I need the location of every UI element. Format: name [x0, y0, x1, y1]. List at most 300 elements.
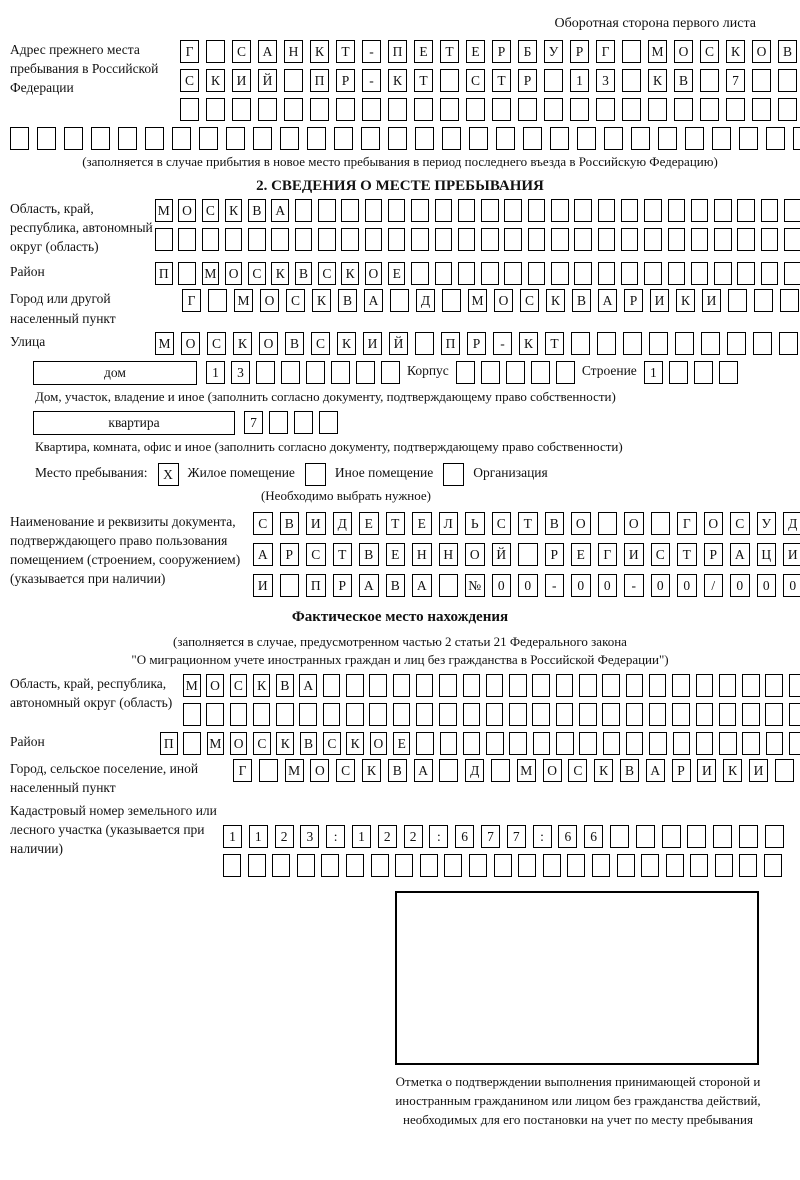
char-box[interactable]: Е [386, 543, 406, 566]
char-box[interactable]: К [362, 759, 381, 782]
char-box[interactable]: А [646, 759, 665, 782]
char-box[interactable] [754, 289, 773, 312]
char-box[interactable] [687, 825, 706, 848]
char-box[interactable]: В [388, 759, 407, 782]
char-box[interactable] [369, 674, 387, 697]
char-box[interactable]: Т [518, 512, 538, 535]
char-box[interactable]: О [365, 262, 383, 285]
char-box[interactable] [356, 361, 375, 384]
char-box[interactable]: С [520, 289, 539, 312]
char-box[interactable]: Е [414, 40, 433, 63]
char-box[interactable]: К [276, 732, 294, 755]
char-box[interactable] [662, 825, 681, 848]
char-box[interactable] [761, 262, 779, 285]
char-box[interactable]: Р [336, 69, 355, 92]
char-box[interactable] [388, 98, 407, 121]
char-box[interactable] [528, 262, 546, 285]
char-box[interactable]: И [253, 574, 273, 597]
char-box[interactable] [719, 361, 738, 384]
char-box[interactable] [793, 127, 800, 150]
char-box[interactable]: Р [280, 543, 300, 566]
char-box[interactable]: Р [492, 40, 511, 63]
char-box[interactable] [439, 574, 459, 597]
char-box[interactable]: Г [598, 543, 618, 566]
char-box[interactable] [509, 674, 527, 697]
char-box[interactable] [492, 98, 511, 121]
char-box[interactable] [183, 732, 201, 755]
char-box[interactable]: О [494, 289, 513, 312]
char-box[interactable]: С [651, 543, 671, 566]
char-box[interactable] [602, 674, 620, 697]
char-box[interactable]: С [248, 262, 266, 285]
char-box[interactable] [713, 825, 732, 848]
char-box[interactable]: 1 [570, 69, 589, 92]
char-box[interactable] [533, 732, 551, 755]
char-box[interactable]: М [155, 332, 174, 355]
char-box[interactable] [411, 228, 429, 251]
char-box[interactable]: С [207, 332, 226, 355]
char-box[interactable] [118, 127, 137, 150]
char-box[interactable] [739, 127, 758, 150]
char-box[interactable] [365, 199, 383, 222]
char-box[interactable] [739, 854, 757, 877]
char-box[interactable] [737, 199, 755, 222]
char-box[interactable] [700, 98, 719, 121]
char-box[interactable] [91, 127, 110, 150]
char-box[interactable] [371, 854, 389, 877]
char-box[interactable]: Д [333, 512, 353, 535]
char-box[interactable] [551, 199, 569, 222]
char-box[interactable]: 0 [518, 574, 538, 597]
char-box[interactable]: С [336, 759, 355, 782]
char-box[interactable]: С [730, 512, 750, 535]
char-box[interactable] [223, 854, 241, 877]
char-box[interactable] [390, 289, 409, 312]
char-box[interactable] [259, 759, 278, 782]
char-box[interactable] [145, 127, 164, 150]
char-box[interactable]: Е [466, 40, 485, 63]
char-box[interactable]: 0 [677, 574, 697, 597]
char-box[interactable] [696, 732, 714, 755]
char-box[interactable]: М [517, 759, 536, 782]
char-box[interactable]: / [704, 574, 724, 597]
char-box[interactable]: Е [388, 262, 406, 285]
char-box[interactable] [574, 262, 592, 285]
char-box[interactable] [336, 98, 355, 121]
char-box[interactable]: С [492, 512, 512, 535]
char-box[interactable] [780, 289, 799, 312]
char-box[interactable] [271, 228, 289, 251]
char-box[interactable] [435, 199, 453, 222]
char-box[interactable] [666, 854, 684, 877]
char-box[interactable]: С [202, 199, 220, 222]
char-box[interactable]: П [306, 574, 326, 597]
char-box[interactable] [672, 703, 690, 726]
char-box[interactable]: 7 [507, 825, 526, 848]
char-box[interactable]: В [285, 332, 304, 355]
char-box[interactable] [486, 732, 504, 755]
char-box[interactable]: Д [416, 289, 435, 312]
char-box[interactable]: Й [258, 69, 277, 92]
char-box[interactable]: О [674, 40, 693, 63]
char-box[interactable] [617, 854, 635, 877]
char-box[interactable] [388, 228, 406, 251]
char-box[interactable]: Е [412, 512, 432, 535]
char-box[interactable]: Ц [757, 543, 777, 566]
char-box[interactable] [466, 98, 485, 121]
char-box[interactable] [596, 98, 615, 121]
char-box[interactable] [598, 199, 616, 222]
char-box[interactable] [346, 703, 364, 726]
char-box[interactable]: Р [624, 289, 643, 312]
char-box[interactable] [297, 854, 315, 877]
char-box[interactable]: Д [783, 512, 800, 535]
char-box[interactable]: Т [414, 69, 433, 92]
char-box[interactable] [531, 361, 550, 384]
char-box[interactable]: 2 [275, 825, 294, 848]
char-box[interactable] [323, 674, 341, 697]
char-box[interactable]: Н [439, 543, 459, 566]
char-box[interactable] [504, 262, 522, 285]
char-box[interactable]: Е [393, 732, 411, 755]
char-box[interactable] [440, 732, 458, 755]
char-box[interactable] [779, 332, 798, 355]
char-box[interactable] [443, 463, 464, 486]
char-box[interactable]: А [271, 199, 289, 222]
char-box[interactable] [155, 228, 173, 251]
char-box[interactable]: 0 [757, 574, 777, 597]
char-box[interactable]: Т [492, 69, 511, 92]
char-box[interactable]: И [650, 289, 669, 312]
char-box[interactable] [183, 703, 201, 726]
char-box[interactable] [395, 854, 413, 877]
char-box[interactable]: С [466, 69, 485, 92]
char-box[interactable]: С [230, 674, 248, 697]
char-box[interactable] [481, 361, 500, 384]
char-box[interactable]: Й [492, 543, 512, 566]
char-box[interactable] [346, 854, 364, 877]
char-box[interactable] [778, 98, 797, 121]
char-box[interactable] [784, 262, 800, 285]
char-box[interactable]: 7 [481, 825, 500, 848]
char-box[interactable]: О [260, 289, 279, 312]
char-box[interactable] [518, 98, 537, 121]
char-box[interactable]: В [572, 289, 591, 312]
char-box[interactable]: И [749, 759, 768, 782]
char-box[interactable]: О [259, 332, 278, 355]
char-box[interactable]: С [253, 732, 271, 755]
char-box[interactable]: М [285, 759, 304, 782]
char-box[interactable] [570, 98, 589, 121]
char-box[interactable] [248, 228, 266, 251]
char-box[interactable] [766, 732, 784, 755]
char-box[interactable] [737, 262, 755, 285]
char-box[interactable] [10, 127, 29, 150]
char-box[interactable] [672, 674, 690, 697]
char-box[interactable] [784, 228, 800, 251]
char-box[interactable] [752, 98, 771, 121]
char-box[interactable]: А [253, 543, 273, 566]
char-box[interactable]: О [206, 674, 224, 697]
char-box[interactable] [276, 703, 294, 726]
char-box[interactable] [494, 854, 512, 877]
char-box[interactable]: Т [677, 543, 697, 566]
char-box[interactable] [694, 361, 713, 384]
char-box[interactable]: И [232, 69, 251, 92]
char-box[interactable] [496, 127, 515, 150]
char-box[interactable] [742, 674, 760, 697]
char-box[interactable] [556, 703, 574, 726]
char-box[interactable]: Д [465, 759, 484, 782]
char-box[interactable] [622, 69, 641, 92]
char-box[interactable]: О [178, 199, 196, 222]
char-box[interactable] [714, 199, 732, 222]
char-box[interactable]: 0 [783, 574, 800, 597]
char-box[interactable] [442, 127, 461, 150]
char-box[interactable]: 6 [558, 825, 577, 848]
char-box[interactable]: - [493, 332, 512, 355]
char-box[interactable] [369, 703, 387, 726]
char-box[interactable]: С [700, 40, 719, 63]
char-box[interactable] [294, 411, 313, 434]
char-box[interactable]: М [202, 262, 220, 285]
char-box[interactable] [416, 674, 434, 697]
char-box[interactable] [253, 127, 272, 150]
char-box[interactable] [727, 332, 746, 355]
char-box[interactable] [256, 361, 275, 384]
char-box[interactable] [439, 759, 458, 782]
char-box[interactable] [644, 228, 662, 251]
char-box[interactable] [420, 854, 438, 877]
char-box[interactable]: К [723, 759, 742, 782]
char-box[interactable] [528, 199, 546, 222]
char-box[interactable] [696, 703, 714, 726]
char-box[interactable]: В [620, 759, 639, 782]
char-box[interactable] [506, 361, 525, 384]
char-box[interactable] [225, 228, 243, 251]
char-box[interactable] [481, 228, 499, 251]
char-box[interactable]: С [232, 40, 251, 63]
char-box[interactable]: К [310, 40, 329, 63]
char-box[interactable]: Т [545, 332, 564, 355]
char-box[interactable]: К [726, 40, 745, 63]
char-box[interactable] [789, 703, 800, 726]
char-box[interactable]: Р [570, 40, 589, 63]
char-box[interactable] [416, 732, 434, 755]
char-box[interactable] [715, 854, 733, 877]
char-box[interactable] [284, 69, 303, 92]
char-box[interactable]: Г [182, 289, 201, 312]
char-box[interactable]: К [312, 289, 331, 312]
char-box[interactable] [621, 228, 639, 251]
char-box[interactable] [334, 127, 353, 150]
char-box[interactable]: А [598, 289, 617, 312]
char-box[interactable]: Е [571, 543, 591, 566]
char-box[interactable]: В [545, 512, 565, 535]
char-box[interactable] [579, 703, 597, 726]
char-box[interactable] [685, 127, 704, 150]
char-box[interactable]: 7 [244, 411, 263, 434]
char-box[interactable]: К [594, 759, 613, 782]
char-box[interactable] [775, 759, 794, 782]
char-box[interactable]: П [155, 262, 173, 285]
char-box[interactable]: Р [518, 69, 537, 92]
char-box[interactable]: 0 [651, 574, 671, 597]
char-box[interactable]: Т [336, 40, 355, 63]
char-box[interactable]: И [783, 543, 800, 566]
char-box[interactable]: Г [180, 40, 199, 63]
char-box[interactable] [621, 199, 639, 222]
char-box[interactable] [206, 703, 224, 726]
char-box[interactable] [258, 98, 277, 121]
char-box[interactable]: : [429, 825, 448, 848]
char-box[interactable] [272, 854, 290, 877]
char-box[interactable]: 1 [644, 361, 663, 384]
char-box[interactable]: Г [596, 40, 615, 63]
char-box[interactable]: В [674, 69, 693, 92]
char-box[interactable] [622, 98, 641, 121]
char-box[interactable]: К [341, 262, 359, 285]
char-box[interactable]: М [207, 732, 225, 755]
char-box[interactable] [574, 199, 592, 222]
char-box[interactable] [463, 732, 481, 755]
char-box[interactable] [284, 98, 303, 121]
char-box[interactable]: К [519, 332, 538, 355]
char-box[interactable]: А [258, 40, 277, 63]
char-box[interactable] [318, 228, 336, 251]
char-box[interactable] [737, 228, 755, 251]
char-box[interactable] [610, 825, 629, 848]
char-box[interactable] [202, 228, 220, 251]
char-box[interactable] [556, 674, 574, 697]
char-box[interactable] [761, 228, 779, 251]
char-box[interactable]: С [323, 732, 341, 755]
char-box[interactable]: С [318, 262, 336, 285]
char-box[interactable] [208, 289, 227, 312]
char-box[interactable] [331, 361, 350, 384]
char-box[interactable] [598, 228, 616, 251]
char-box[interactable] [752, 69, 771, 92]
char-box[interactable] [651, 512, 671, 535]
char-box[interactable] [393, 703, 411, 726]
char-box[interactable]: В [280, 512, 300, 535]
char-box[interactable] [528, 228, 546, 251]
char-box[interactable]: 1 [223, 825, 242, 848]
char-box[interactable] [486, 703, 504, 726]
char-box[interactable] [393, 674, 411, 697]
char-box[interactable]: 3 [231, 361, 250, 384]
char-box[interactable] [739, 825, 758, 848]
char-box[interactable]: К [225, 199, 243, 222]
char-box[interactable]: О [543, 759, 562, 782]
char-box[interactable]: А [412, 574, 432, 597]
char-box[interactable] [532, 703, 550, 726]
char-box[interactable]: П [388, 40, 407, 63]
char-box[interactable]: В [778, 40, 797, 63]
char-box[interactable] [543, 854, 561, 877]
char-box[interactable] [626, 674, 644, 697]
char-box[interactable]: С [253, 512, 273, 535]
char-box[interactable] [701, 332, 720, 355]
char-box[interactable] [504, 199, 522, 222]
char-box[interactable]: Т [440, 40, 459, 63]
char-box[interactable] [178, 262, 196, 285]
char-box[interactable] [551, 262, 569, 285]
char-box[interactable] [556, 732, 574, 755]
char-box[interactable] [649, 674, 667, 697]
char-box[interactable]: О [752, 40, 771, 63]
char-box[interactable] [690, 854, 708, 877]
char-box[interactable] [603, 732, 621, 755]
char-box[interactable] [726, 98, 745, 121]
char-box[interactable] [622, 40, 641, 63]
char-box[interactable] [523, 127, 542, 150]
char-box[interactable]: М [183, 674, 201, 697]
char-box[interactable] [668, 228, 686, 251]
char-box[interactable] [305, 463, 326, 486]
char-box[interactable] [415, 127, 434, 150]
char-box[interactable]: О [181, 332, 200, 355]
char-box[interactable] [719, 674, 737, 697]
char-box[interactable] [766, 127, 785, 150]
char-box[interactable] [463, 674, 481, 697]
char-box[interactable]: - [362, 40, 381, 63]
char-box[interactable] [719, 732, 737, 755]
char-box[interactable] [644, 262, 662, 285]
char-box[interactable]: № [465, 574, 485, 597]
char-box[interactable]: К [337, 332, 356, 355]
char-box[interactable] [458, 262, 476, 285]
char-box[interactable] [458, 199, 476, 222]
char-box[interactable] [439, 674, 457, 697]
char-box[interactable]: С [568, 759, 587, 782]
char-box[interactable] [341, 199, 359, 222]
char-box[interactable] [206, 98, 225, 121]
char-box[interactable]: К [346, 732, 364, 755]
char-box[interactable]: Ь [465, 512, 485, 535]
char-box[interactable]: О [225, 262, 243, 285]
char-box[interactable]: - [545, 574, 565, 597]
char-box[interactable] [439, 703, 457, 726]
char-box[interactable] [435, 228, 453, 251]
char-box[interactable]: И [697, 759, 716, 782]
char-box[interactable]: О [370, 732, 388, 755]
char-box[interactable] [232, 98, 251, 121]
char-box[interactable] [658, 127, 677, 150]
char-box[interactable] [742, 703, 760, 726]
char-box[interactable] [365, 228, 383, 251]
char-box[interactable] [444, 854, 462, 877]
char-box[interactable] [226, 127, 245, 150]
char-box[interactable] [172, 127, 191, 150]
char-box[interactable] [411, 262, 429, 285]
char-box[interactable]: Р [333, 574, 353, 597]
char-box[interactable] [789, 674, 800, 697]
char-box[interactable] [281, 361, 300, 384]
char-box[interactable]: К [676, 289, 695, 312]
char-box[interactable] [37, 127, 56, 150]
char-box[interactable] [626, 732, 644, 755]
char-box[interactable] [481, 199, 499, 222]
char-box[interactable]: К [388, 69, 407, 92]
char-box[interactable]: Р [545, 543, 565, 566]
char-box[interactable] [778, 69, 797, 92]
char-box[interactable]: М [234, 289, 253, 312]
char-box[interactable] [458, 228, 476, 251]
char-box[interactable] [346, 674, 364, 697]
char-box[interactable] [414, 98, 433, 121]
char-box[interactable] [504, 228, 522, 251]
